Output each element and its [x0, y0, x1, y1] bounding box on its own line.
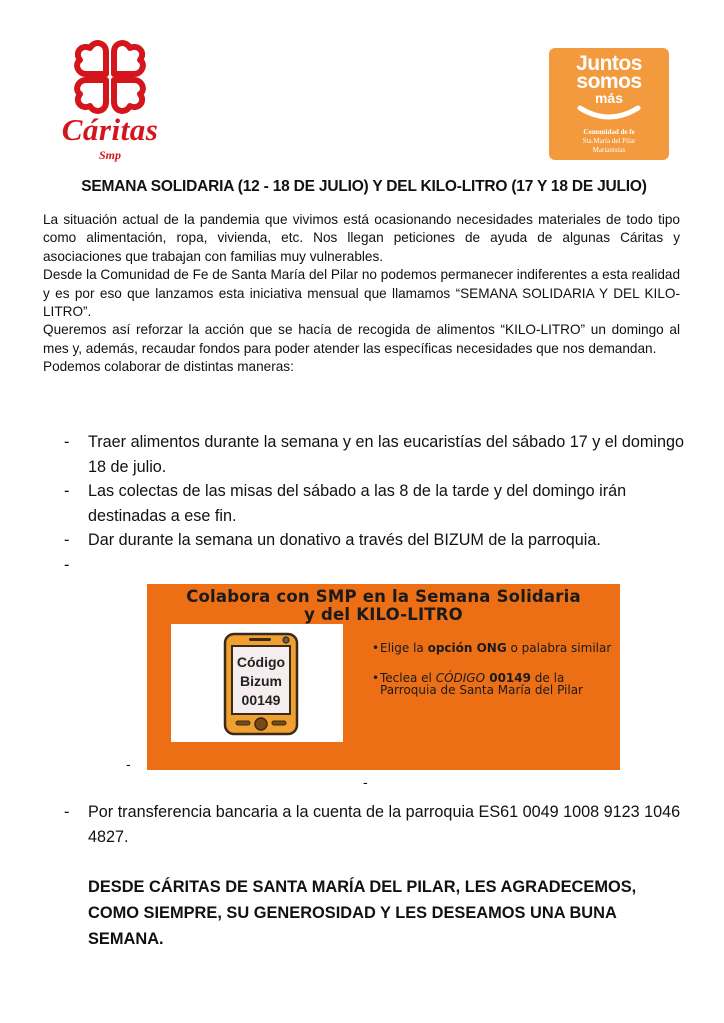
caritas-subtitle: Smp	[98, 148, 121, 162]
phone-text-line-1: Código	[236, 654, 286, 670]
list-dash: -	[64, 803, 70, 821]
stray-dash: -	[126, 756, 131, 772]
bullet-dot: •	[372, 641, 380, 655]
smile-icon	[577, 104, 641, 122]
list-item	[60, 800, 685, 849]
list-item-text: Las colectas de las misas del sábado a las 8 de la tarde y del domingo irán destinadas a ese fin.	[88, 482, 627, 525]
phone-text-line-2: Bizum	[240, 673, 282, 689]
banner-title	[147, 588, 620, 624]
juntos-line-3: más	[594, 90, 624, 106]
closing-message: DESDE CÁRITAS DE SANTA MARÍA DEL PILAR, LES AGRADECEMOS, COMO SIEMPRE, SU GENEROSIDAD Y LES DESEAMOS UNA BUNA SEMANA.	[88, 878, 637, 948]
banner-title-line-2: y del KILO-LITRO	[304, 605, 463, 624]
intro-paragraph: Desde la Comunidad de Fe de Santa María del Pilar no podemos permanecer indiferentes a esta realidad y es por eso que lanzamos esta iniciativa mensual que llamamos “SEMANA SOLIDARIA Y DEL KILO-LITRO”.	[43, 267, 681, 320]
list-item-text: Traer alimentos durante la semana y en las eucaristías del sábado 17 y el domingo 18 de julio.	[88, 433, 684, 476]
document-title: SEMANA SOLIDARIA (12 - 18 DE JULIO) Y DEL KILO-LITRO (17 Y 18 DE JULIO)	[81, 178, 647, 195]
list-item	[60, 479, 685, 528]
juntos-somos-mas-logo	[549, 48, 669, 160]
juntos-line-2: somos	[576, 70, 642, 93]
caritas-cross-hearts-icon	[70, 38, 150, 116]
list-dash: -	[64, 433, 70, 451]
instruction-text: de la Parroquia de Santa María del Pilar	[380, 670, 583, 697]
instruction-highlight: 00149	[485, 670, 531, 685]
banner-instruction	[372, 642, 612, 655]
phone-screen-text	[209, 653, 313, 710]
banner-instruction	[372, 672, 612, 697]
list-item-text	[88, 556, 93, 574]
bullet-dot: •	[372, 670, 380, 685]
list-dash: -	[64, 482, 70, 500]
instruction-text: Elige la	[380, 641, 428, 655]
collaboration-list-continued	[60, 800, 685, 849]
intro-text	[43, 211, 680, 377]
phone-illustration	[209, 632, 313, 736]
list-item	[60, 430, 685, 479]
list-item-text: Por transferencia bancaria a la cuenta de la parroquia ES61 0049 1008 9123 1046 4827.	[88, 803, 681, 846]
juntos-caption-2: Sta.María del Pilar	[582, 137, 636, 145]
juntos-caption-1: Comunidad de fe	[583, 128, 635, 136]
intro-paragraph: Podemos colaborar de distintas maneras:	[43, 359, 294, 375]
instruction-highlight: opción ONG	[427, 641, 507, 655]
intro-paragraph: Queremos así reforzar la acción que se hacía de recogida de alimentos “KILO-LITRO” un domingo al mes y, además, recaudar fondos para poder atender las específicas necesidades que nos demandan.	[43, 322, 680, 356]
instruction-italic: CÓDIGO	[435, 670, 486, 685]
juntos-caption-3: Marianistas	[592, 146, 626, 154]
instruction-text: Teclea el	[380, 670, 436, 685]
collaboration-list	[60, 430, 685, 577]
list-dash: -	[64, 555, 70, 574]
list-item	[60, 553, 685, 578]
banner-title-line-1: Colabora con SMP en la Semana Solidaria	[186, 587, 581, 606]
phone-image-box	[171, 624, 343, 742]
caritas-logo	[40, 38, 180, 163]
list-dash: -	[64, 531, 70, 549]
banner-instructions	[372, 642, 612, 714]
stray-dash: -	[363, 774, 368, 790]
caritas-name: Cáritas	[61, 112, 159, 147]
juntos-line-1: Juntos	[576, 52, 642, 75]
instruction-text: o palabra similar	[506, 641, 612, 655]
phone-text-line-3: 00149	[241, 692, 281, 708]
list-item-text: Dar durante la semana un donativo a través del BIZUM de la parroquia.	[88, 531, 601, 549]
list-item	[60, 528, 685, 553]
intro-paragraph: La situación actual de la pandemia que vivimos está ocasionando necesidades materiales de todo tipo como alimentación, ropa, vivienda, etc. Nos llegan peticiones de ayuda de algunas Cáritas y asociaciones que trabajan con familias muy vulnerables.	[43, 212, 680, 264]
bizum-banner	[147, 584, 620, 770]
